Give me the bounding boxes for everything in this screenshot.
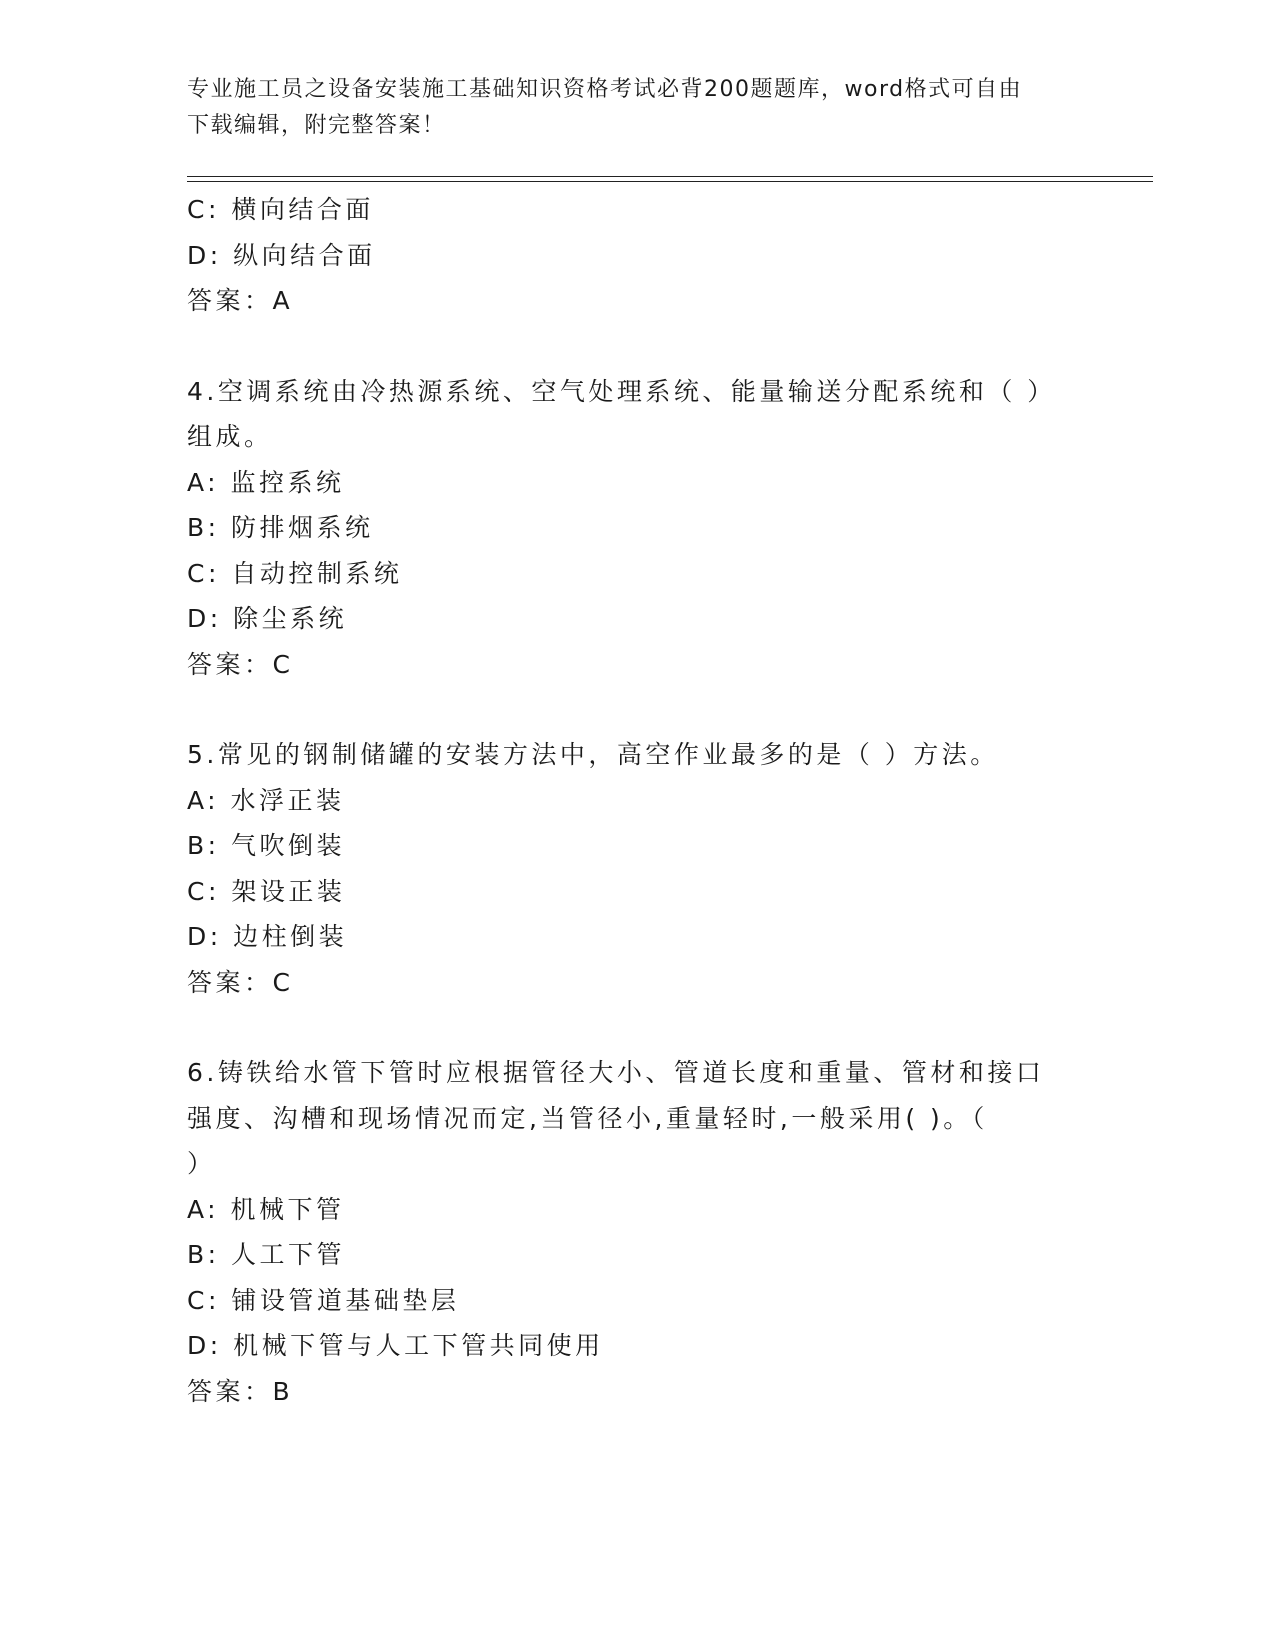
option-letter: C: [187, 876, 220, 906]
answer-value: A [272, 286, 294, 315]
question-4 [187, 369, 1067, 688]
question-text-line: 组成。 [187, 422, 273, 451]
header-divider-top [187, 176, 1153, 177]
question-text-line: 6.铸铁给水管下管时应根据管径大小、管道长度和重量、管材和接口 [187, 1058, 1045, 1087]
answer-line [187, 278, 1067, 324]
answer-line [187, 642, 1067, 688]
question-6 [187, 1050, 1067, 1414]
option-d [187, 233, 1067, 279]
question-text-line: 4.空调系统由冷热源系统、空气处理系统、能量输送分配系统和（ ） [187, 376, 1056, 406]
option-d [187, 596, 1067, 642]
header-title-line-1: 专业施工员之设备安装施工基础知识资格考试必背200题题库，word格式可自由 [187, 77, 1023, 102]
option-letter: C: [187, 558, 220, 588]
question-text-line: 强度、沟槽和现场情况而定,当管径小,重量轻时,一般采用( )。（ [187, 1103, 988, 1133]
option-text: 铺设管道基础垫层 [231, 1285, 460, 1315]
question-text-line: 5.常见的钢制储罐的安装方法中，高空作业最多的是（ ）方法。 [187, 740, 999, 769]
option-text: 气吹倒装 [231, 831, 346, 860]
option-text: 防排烟系统 [231, 513, 374, 542]
option-c [187, 187, 1067, 233]
option-a [187, 460, 1067, 506]
option-text: 横向结合面 [231, 195, 374, 224]
option-letter: A: [187, 1194, 220, 1224]
option-text: 纵向结合面 [233, 240, 376, 270]
option-text: 人工下管 [231, 1240, 346, 1269]
option-b [187, 505, 1067, 551]
option-d [187, 1323, 1067, 1369]
option-letter: D: [187, 240, 222, 270]
answer-label: 答案： [187, 967, 273, 997]
option-text: 机械下管与人工下管共同使用 [233, 1331, 604, 1360]
answer-label: 答案： [187, 649, 273, 679]
option-letter: D: [187, 1331, 222, 1360]
option-letter: A: [187, 785, 220, 815]
option-letter: C: [187, 195, 220, 224]
header-title-line-2: 下载编辑，附完整答案！ [187, 113, 446, 138]
option-text: 水浮正装 [230, 785, 345, 815]
question-5 [187, 732, 1067, 1005]
answer-label: 答案： [187, 1376, 273, 1406]
option-letter: B: [187, 513, 220, 542]
option-text: 机械下管 [230, 1194, 345, 1224]
option-text: 边柱倒装 [233, 922, 348, 951]
document-header [187, 72, 1067, 144]
question-list [187, 187, 1067, 1414]
question-text-line: ） [187, 1149, 216, 1178]
option-d [187, 914, 1067, 960]
answer-label: 答案： [187, 286, 273, 315]
option-b [187, 1232, 1067, 1278]
option-letter: C: [187, 1285, 220, 1315]
continued-question [187, 187, 1067, 324]
option-c [187, 1278, 1067, 1324]
option-b [187, 823, 1067, 869]
option-a [187, 778, 1067, 824]
answer-value: C [272, 649, 294, 679]
option-letter: D: [187, 922, 222, 951]
answer-value: B [272, 1376, 294, 1406]
option-c [187, 551, 1067, 597]
option-letter: D: [187, 604, 222, 633]
option-text: 除尘系统 [233, 604, 348, 633]
option-text: 自动控制系统 [231, 558, 403, 588]
answer-line [187, 1369, 1067, 1415]
option-letter: B: [187, 831, 220, 860]
option-letter: A: [187, 467, 220, 497]
option-a [187, 1187, 1067, 1233]
header-divider-bottom [187, 181, 1153, 182]
answer-value: C [272, 967, 294, 997]
option-text: 架设正装 [231, 876, 346, 906]
answer-line [187, 960, 1067, 1006]
option-letter: B: [187, 1240, 220, 1269]
option-text: 监控系统 [230, 467, 345, 497]
option-c [187, 869, 1067, 915]
